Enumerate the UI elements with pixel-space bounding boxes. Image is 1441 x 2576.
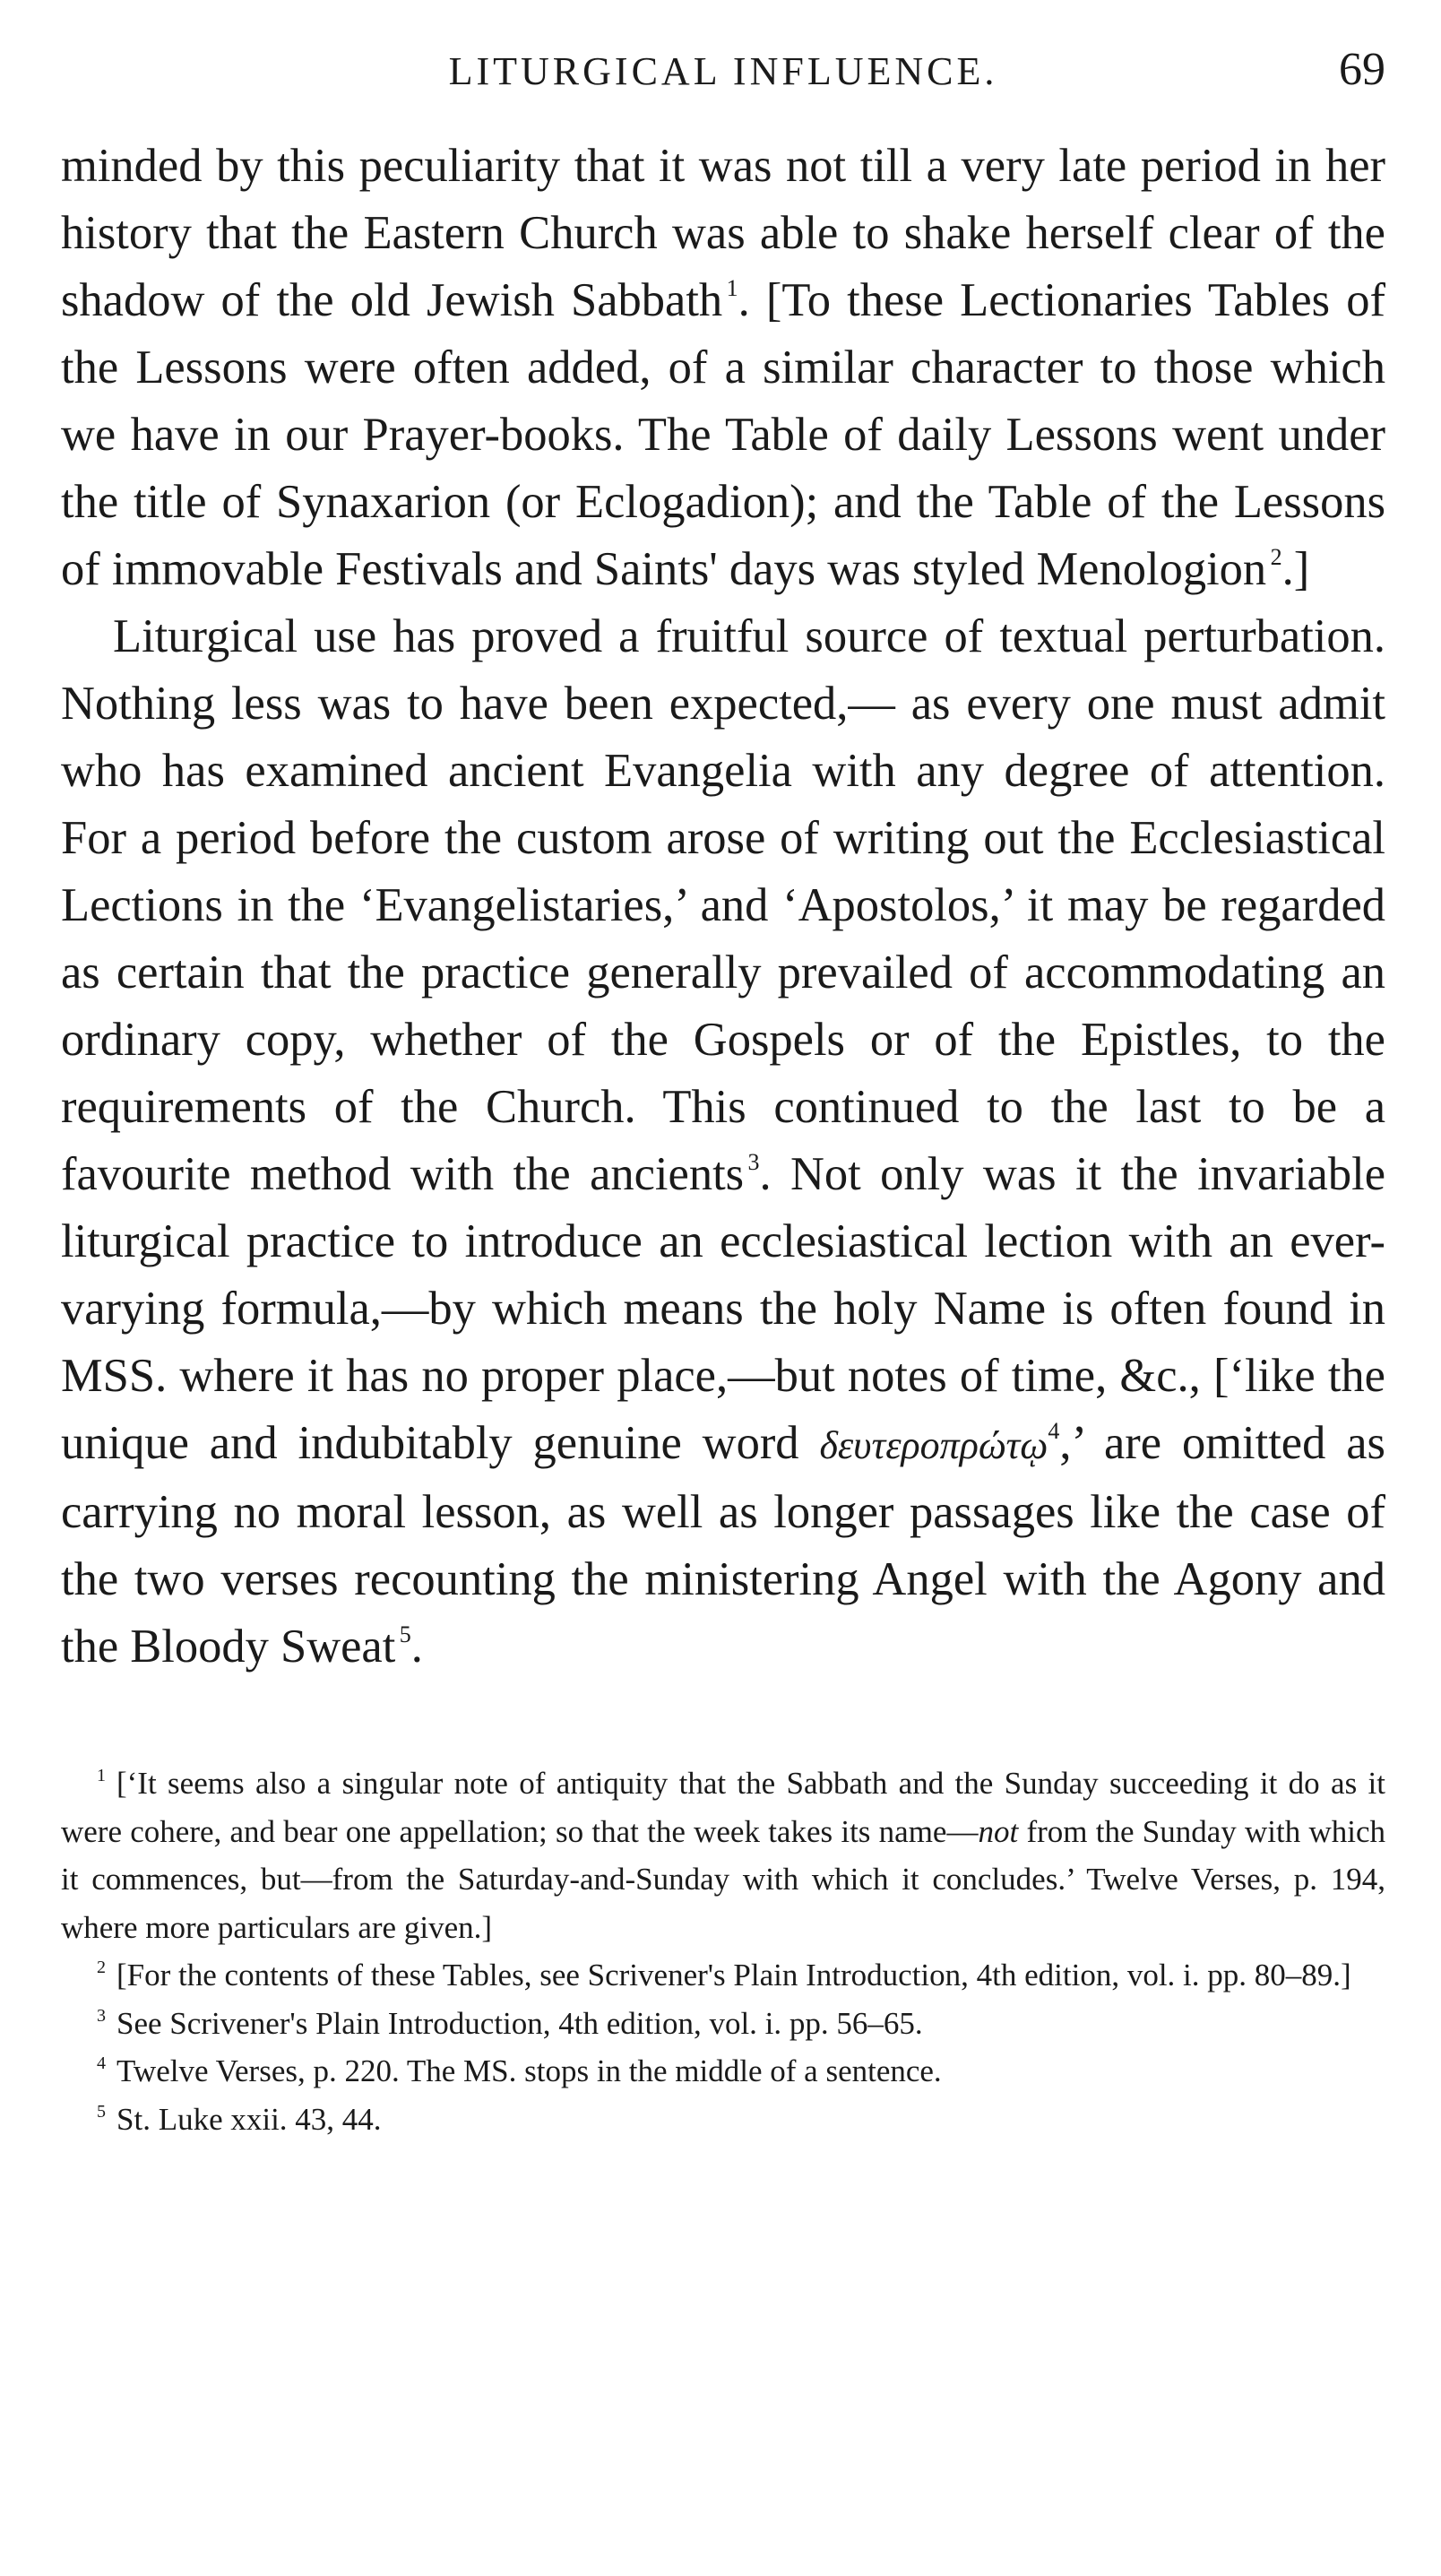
footnote-1-text-a: [‘It seems also a singular note of antiquity that the Sabbath and the Sunday succeeding it do as it were cohere, and bear one appellation; so that the week takes its name— xyxy=(61,1766,1385,1849)
main-text xyxy=(61,133,1385,1681)
paragraph-2-text-c: ,’ are omitted as carrying no moral lesson, as well as longer passages like the case of the two verses recounting the ministering Angel with the Agony and the Bloody Sweat xyxy=(61,1417,1385,1673)
footnote-marker-4: 4 xyxy=(97,2053,106,2073)
footnote-4-text: Twelve Verses, p. 220. The MS. stops in the middle of a sentence. xyxy=(116,2053,942,2088)
footnote-5-text: St. Luke xxii. 43, 44. xyxy=(116,2101,382,2137)
footnote-3-text: See Scrivener's Plain Introduction, 4th edition, vol. i. pp. 56–65. xyxy=(116,2005,923,2041)
footnote-ref-1: 1 xyxy=(726,275,738,301)
footnote-marker-2: 2 xyxy=(97,1958,106,1977)
paragraph-1-text-a: minded by this peculiarity that it was not till a very late period in her history that the Eastern Church was able to shake herself clear of the shadow of the old Jewish Sabbath xyxy=(61,140,1385,326)
footnote-2-text: [For the contents of these Tables, see Scrivener's Plain Introduction, 4th edition, vol. i. pp. 80–89.] xyxy=(116,1958,1351,1993)
footnote-marker-1: 1 xyxy=(97,1766,106,1785)
paragraph-1-text-b: . [To these Lectionaries Tables of the Lessons were often added, of a similar character to those which we have in our Prayer-books. The Table of daily Lessons went under the title of Synaxarion (or Eclogadion); and the Table of the Lessons of immovable Festivals and Saints' days was styled Menologion xyxy=(61,274,1385,595)
footnote-ref-2: 2 xyxy=(1270,544,1282,570)
footnotes xyxy=(61,1759,1385,2143)
paragraph-2-text-a: Liturgical use has proved a fruitful source of textual perturbation. Nothing less was to have been expected,— as every one must admit who has examined ancient Evangelia with any degree of attention. For a period before the custom arose of writing out the Ecclesiastical Lections in the ‘Evangelistaries,’ and ‘Apostolos,’ it may be regarded as certain that the practice generally prevailed of accommodating an ordinary copy, whether of the Gospels or of the Epistles, to the requirements of the Church. This continued to the last to be a favourite method with the ancients xyxy=(61,610,1385,1200)
paragraph-1 xyxy=(61,133,1385,603)
footnote-1-text-b: from the Sunday with which it commences, but—from the Saturday-and-Sunday with which it concludes.’ Twelve Verses, p. 194, where more particulars are given.] xyxy=(61,1813,1385,1945)
paragraph-1-text-c: .] xyxy=(1281,543,1310,595)
footnote-3 xyxy=(61,2000,1385,2048)
paragraph-2-text-d: . xyxy=(410,1621,423,1673)
footnote-marker-5: 5 xyxy=(97,2101,106,2122)
page-number: 69 xyxy=(1339,44,1385,95)
running-head xyxy=(61,43,1385,108)
paragraph-2-text-b: . Not only was it the invariable liturgical practice to introduce an ecclesiastical lection with an ever-varying formula,—by which means the holy Name is often found in MSS. where it has no proper place,—but notes of time, &c., [‘like the unique and indubitably genuine word xyxy=(61,1148,1385,1469)
footnote-ref-5: 5 xyxy=(399,1621,411,1647)
footnote-ref-3: 3 xyxy=(747,1149,760,1175)
running-title: LITURGICAL INFLUENCE. xyxy=(448,49,998,93)
footnote-1 xyxy=(61,1759,1385,1951)
footnote-ref-4: 4 xyxy=(1048,1418,1060,1444)
book-page xyxy=(61,43,1385,2143)
footnote-4 xyxy=(61,2047,1385,2096)
greek-word: δευτεροπρώτῳ xyxy=(819,1423,1048,1467)
footnote-5 xyxy=(61,2096,1385,2144)
footnote-2 xyxy=(61,1951,1385,2000)
footnote-1-italic: not xyxy=(978,1813,1019,1849)
footnote-marker-3: 3 xyxy=(97,2005,106,2026)
paragraph-2 xyxy=(61,603,1385,1681)
